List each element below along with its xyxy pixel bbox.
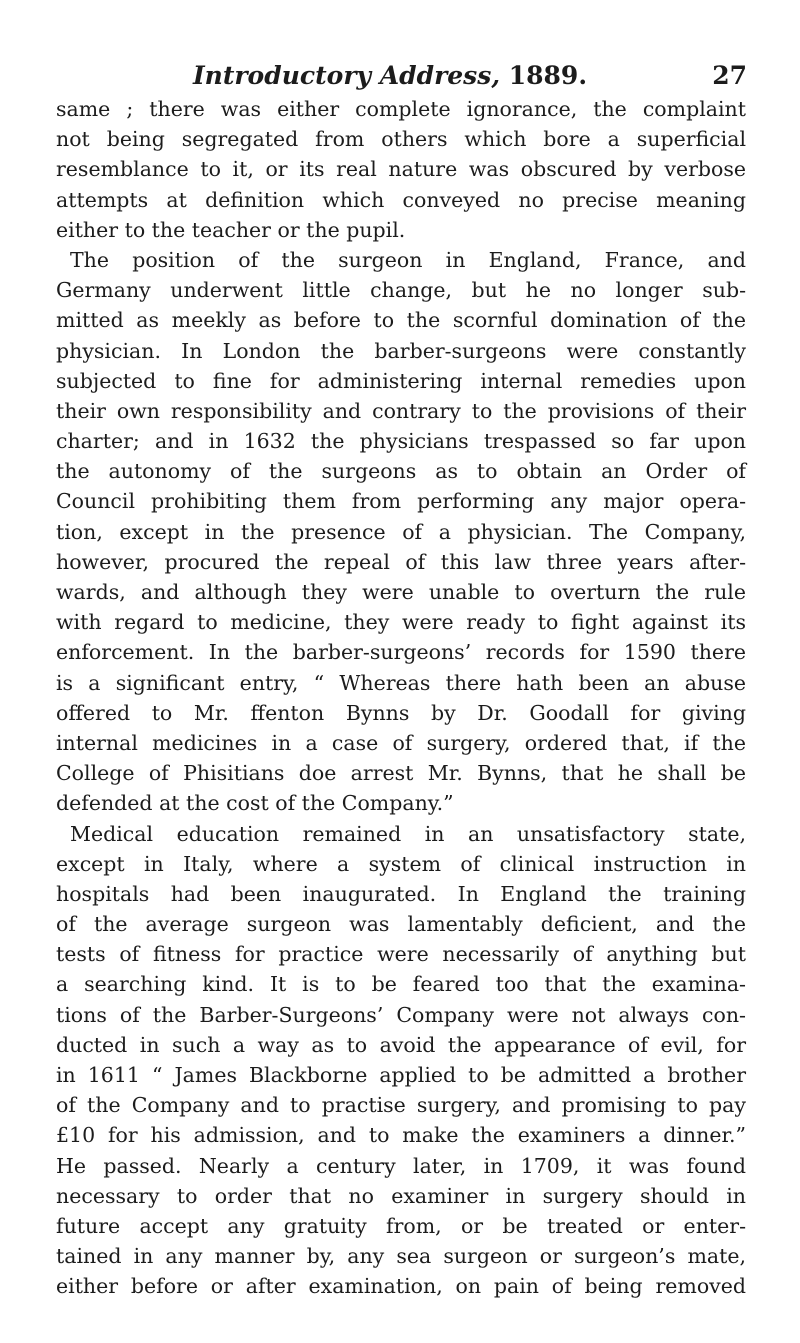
text-line: College of Phisitians doe arrest Mr. Bynns, that he shall be xyxy=(56,761,746,786)
text-line: same ; there was either complete ignorance, the complaint xyxy=(56,97,746,121)
text-line: tions of the Barber-Surgeons’ Company were not always con- xyxy=(56,1002,746,1027)
page-number: 27 xyxy=(712,61,747,90)
text-line: necessary to order that no examiner in surgery should in xyxy=(56,1183,746,1208)
text-line: with regard to medicine, they were ready to fight against its xyxy=(56,610,746,635)
text-line: of the average surgeon was lamentably deficient, and the xyxy=(56,912,746,937)
body-text xyxy=(56,94,746,1302)
text-line: mitted as meekly as before to the scornful domination of the xyxy=(56,308,746,333)
text-line: enforcement. In the barber-surgeons’ records for 1590 there xyxy=(56,640,746,665)
text-line: either to the teacher or the pupil. xyxy=(56,217,406,242)
text-line: Medical education remained in an unsatisfactory state, xyxy=(70,821,746,846)
text-line: Council prohibiting them from performing any major opera- xyxy=(56,489,746,514)
running-title-italic: Introductory Address, xyxy=(192,61,501,90)
text-line: in 1611 “ James Blackborne applied to be admitted a brother xyxy=(56,1063,746,1087)
text-line: wards, and although they were unable to overturn the rule xyxy=(56,580,746,604)
text-line: future accept any gratuity from, or be treated or enter- xyxy=(56,1213,746,1238)
text-line: the autonomy of the surgeons as to obtain an Order of xyxy=(56,459,746,484)
text-line: except in Italy, where a system of clinical instruction in xyxy=(56,851,746,876)
text-line: internal medicines in a case of surgery, ordered that, if the xyxy=(56,730,746,755)
running-title-year: 1889. xyxy=(500,61,588,90)
text-line: ducted in such a way as to avoid the appearance of evil, for xyxy=(56,1032,746,1057)
text-line: charter; and in 1632 the physicians trespassed so far upon xyxy=(56,429,746,454)
text-line: is a significant entry, “ Whereas there hath been an abuse xyxy=(56,670,746,695)
text-line: offered to Mr. ffenton Bynns by Dr. Goodall for giving xyxy=(56,700,746,725)
text-line: of the Company and to practise surgery, and promising to pay xyxy=(56,1093,746,1118)
running-title xyxy=(55,56,725,96)
text-line: either before or after examination, on pain of being removed xyxy=(56,1274,746,1299)
text-line: tion, except in the presence of a physician. The Company, xyxy=(56,519,746,544)
running-head xyxy=(55,56,747,96)
text-line: attempts at definition which conveyed no precise meaning xyxy=(56,187,746,212)
text-line: He passed. Nearly a century later, in 1709, it was found xyxy=(56,1153,746,1178)
text-line: physician. In London the barber-surgeons were constantly xyxy=(56,338,746,363)
text-line: defended at the cost of the Company.” xyxy=(56,791,454,816)
text-line: not being segregated from others which bore a superficial xyxy=(56,127,746,152)
text-line: tests of fitness for practice were necessarily of anything but xyxy=(56,942,746,967)
text-line: however, procured the repeal of this law three years after- xyxy=(56,549,746,574)
text-line: subjected to fine for administering internal remedies upon xyxy=(56,368,746,393)
text-line: their own responsibility and contrary to the provisions of their xyxy=(56,398,746,423)
text-line: a searching kind. It is to be feared too that the examina- xyxy=(56,972,746,997)
text-line: Germany underwent little change, but he no longer sub- xyxy=(56,278,746,303)
text-line: hospitals had been inaugurated. In England the training xyxy=(56,881,746,906)
text-line: £10 for his admission, and to make the examiners a dinner.” xyxy=(56,1123,746,1148)
text-line: The position of the surgeon in England, France, and xyxy=(70,247,746,272)
text-line: resemblance to it, or its real nature was obscured by verbose xyxy=(56,157,746,182)
text-line: tained in any manner by, any sea surgeon or surgeon’s mate, xyxy=(56,1244,746,1269)
